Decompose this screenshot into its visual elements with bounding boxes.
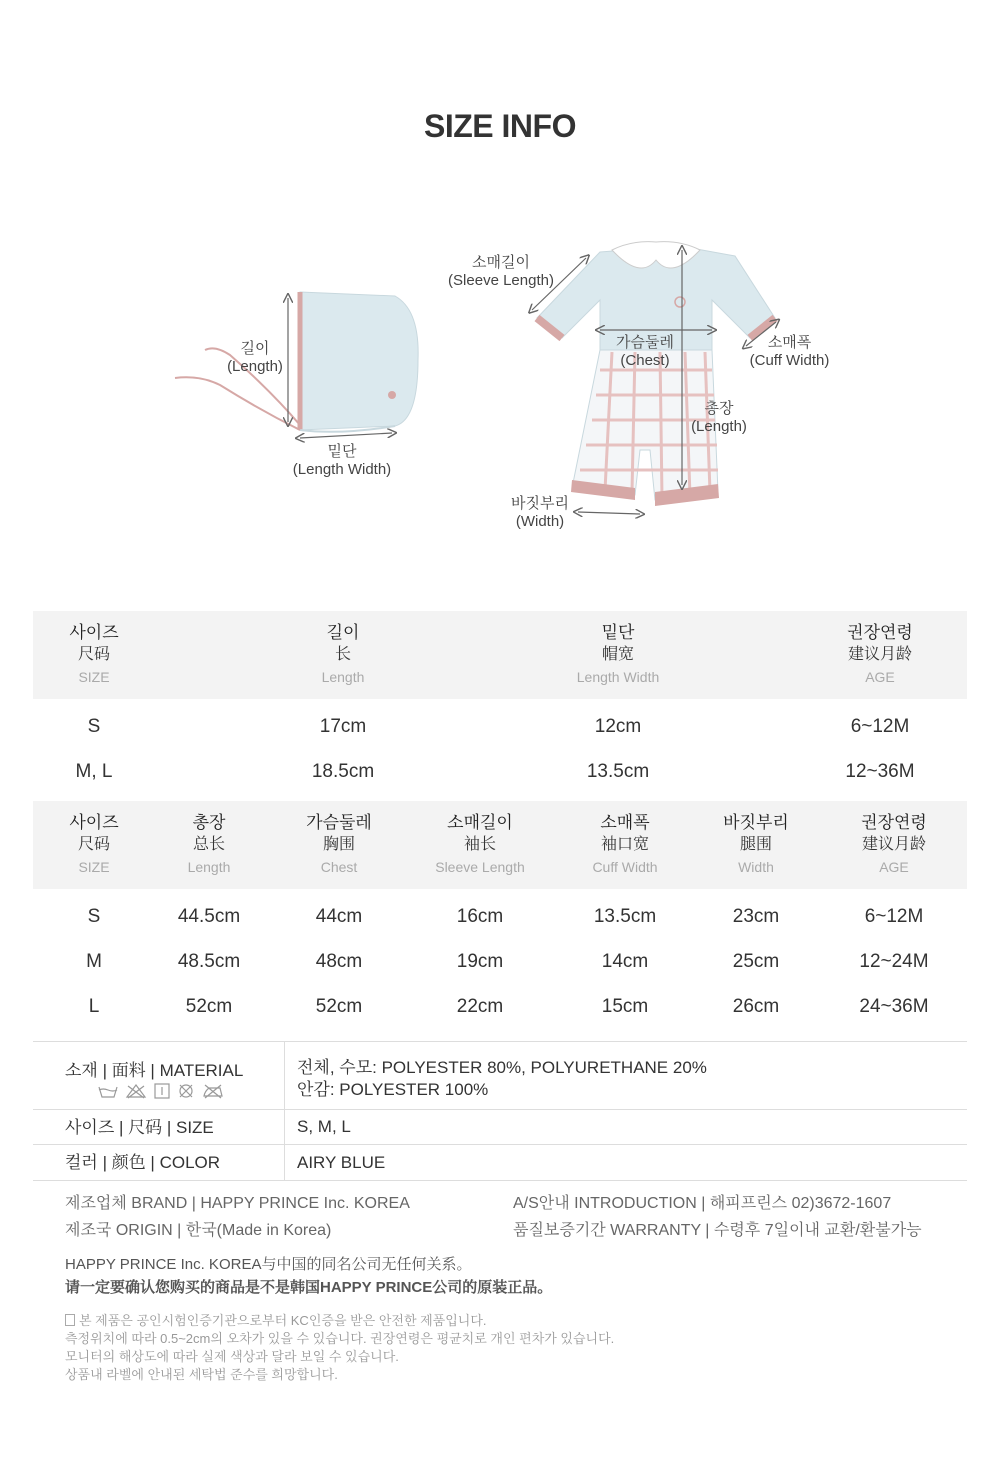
header-kr: 길이 [326,623,360,642]
header-en: Chest [320,859,358,875]
sleeve-cell: 16cm [456,905,504,927]
header-kr: 바짓부리 [723,813,789,832]
material-info-table [33,1041,967,1181]
authenticity-notice [65,1253,552,1299]
cuff-cell: 13.5cm [593,905,657,927]
cn-notice-1: HAPPY PRINCE Inc. KOREA与中国的同名公司无任何关系。 [65,1256,472,1273]
header-cn: 尺码 [77,646,110,663]
romper-table-header [33,801,967,889]
header-kr: 권장연령 [861,813,927,832]
note-line-4: 상품내 라벨에 안내된 세탁법 준수를 희망합니다. [65,1367,338,1382]
brand-line: 제조업체 BRAND | HAPPY PRINCE Inc. KOREA [65,1195,410,1212]
romper-header-pants [705,812,807,878]
material-row [33,1042,967,1110]
header-kr: 총장 [192,813,226,832]
hat-header-age [705,622,967,688]
romper-header-cuff [545,812,705,878]
header-en: Cuff Width [592,859,658,875]
material-label-cell [33,1042,285,1109]
chest-cell: 48cm [315,950,363,972]
header-kr: 사이즈 [69,813,119,832]
bonnet-drawing [175,292,418,438]
header-cn: 腿围 [739,836,772,853]
care-icons [65,1083,284,1099]
header-cn: 总长 [192,836,225,853]
color-value: AIRY BLUE [297,1152,386,1172]
material-label: 소재 | 面料 | MATERIAL [65,1061,244,1080]
romper-header-length [155,812,263,878]
pants-width-label [500,495,580,531]
color-label: 컬러 | 颜色 | COLOR [33,1145,285,1181]
length-cell: 17cm [319,715,367,737]
header-kr: 소매폭 [600,813,650,832]
page-title: SIZE INFO [424,108,576,144]
sleeve-cell: 19cm [456,950,504,972]
pants-width-kr: 바짓부리 [511,495,569,512]
header-cn: 帽宽 [601,646,634,663]
header-en: Length Width [576,669,660,685]
romper-header-chest [263,812,415,878]
cuff-width-label [742,334,837,370]
header-kr: 권장연령 [847,623,913,642]
length-cell: 18.5cm [311,760,375,782]
bonnet-width-en: (Length Width) [292,461,392,478]
chest-en: (Chest) [620,352,670,369]
cuff-width-en: (Cuff Width) [749,352,830,369]
bonnet-length-kr: 길이 [240,340,270,357]
origin-line: 제조국 ORIGIN | 한국(Made in Korea) [65,1222,332,1239]
header-kr: 사이즈 [69,623,119,642]
header-kr: 소매길이 [447,813,513,832]
length-cell: 52cm [185,995,233,1017]
service-info [513,1190,922,1244]
header-en: Length [321,669,365,685]
header-cn: 胸围 [322,836,355,853]
table-row [33,984,967,1029]
header-kr: 가슴둘레 [306,813,372,832]
no-dryclean-icon [177,1083,195,1099]
bonnet-width-kr: 밑단 [327,443,357,460]
hat-header-length [155,622,531,688]
table-row [33,749,967,794]
pants-width-en: (Width) [515,513,565,530]
hat-table-header [33,611,967,699]
header-cn: 长 [334,646,351,663]
hat-header-size [33,622,155,688]
header-cn: 袖长 [463,836,496,853]
size-cell: S [87,715,101,737]
cuff-cell: 15cm [601,995,649,1017]
width-cell: 13.5cm [586,760,650,782]
kc-mark-icon [65,1314,75,1326]
size-value: S, M, L [297,1117,351,1136]
size-label: 사이즈 | 尺码 | SIZE [33,1110,285,1145]
warranty-line: 품질보증기간 WARRANTY | 수령후 7일이내 교환/환불가능 [513,1222,922,1239]
tumble-dry-icon [153,1083,171,1099]
cuff-cell: 14cm [601,950,649,972]
bonnet-width-label [282,443,402,479]
sleeve-length-en: (Sleeve Length) [448,272,554,289]
size-cell: M [86,950,102,972]
material-line-1: 전체, 수모: POLYESTER 80%, POLYURETHANE 20% [297,1058,707,1077]
no-iron-icon [201,1083,225,1099]
romper-size-table [33,801,967,1029]
color-row [33,1145,967,1181]
chest-label [600,334,690,370]
age-cell: 6~12M [864,905,924,927]
material-value-cell [285,1042,707,1109]
romper-header-age [807,812,967,878]
size-cell: S [87,905,101,927]
pants-cell: 23cm [732,905,780,927]
pants-cell: 26cm [732,995,780,1017]
bonnet-length-label [215,340,295,376]
header-en: SIZE [78,859,110,875]
pants-cell: 25cm [732,950,780,972]
note-line-1 [65,1312,614,1330]
note-line-3: 모니터의 해상도에 따라 실제 색상과 달라 보일 수 있습니다. [65,1349,399,1364]
age-cell: 12~24M [859,950,929,972]
size-row [33,1110,967,1145]
total-length-kr: 총장 [704,400,734,417]
hat-size-table [33,611,967,794]
length-cell: 48.5cm [177,950,241,972]
chest-cell: 44cm [315,905,363,927]
chest-cell: 52cm [315,995,363,1017]
header-en: SIZE [78,669,110,685]
header-en: Length [187,859,231,875]
note-text-1: 본 제품은 공인시험인증기관으로부터 KC인증을 받은 안전한 제품입니다. [79,1313,487,1328]
manufacturer-info [65,1190,410,1244]
romper-drawing [532,242,776,514]
width-cell: 12cm [594,715,642,737]
cuff-width-kr: 소매폭 [767,334,812,351]
romper-header-sleeve [415,812,545,878]
note-line-2: 측정위치에 따라 0.5~2cm의 오차가 있을 수 있습니다. 권장연령은 평균치로 개인 편차가 있습니다. [65,1331,615,1346]
table-row [33,894,967,939]
header-en: AGE [865,669,895,685]
age-cell: 12~36M [845,760,915,782]
size-cell: M, L [75,760,113,782]
size-diagram [0,230,1000,550]
header-cn: 尺码 [77,836,110,853]
header-en: Sleeve Length [435,859,525,875]
length-cell: 44.5cm [177,905,241,927]
header-cn: 袖口宽 [600,836,649,853]
romper-header-size [33,812,155,878]
header-kr: 밑단 [601,623,635,642]
table-row [33,704,967,749]
header-en: AGE [879,859,909,875]
bonnet-length-en: (Length) [227,358,283,375]
size-cell: L [88,995,100,1017]
total-length-en: (Length) [691,418,747,435]
sleeve-length-kr: 소매길이 [472,254,530,271]
header-cn: 建议月龄 [861,836,926,853]
header-cn: 建议月龄 [847,646,912,663]
no-bleach-icon [125,1083,147,1099]
hat-header-width [531,622,705,688]
total-length-label [684,400,754,436]
header-en: Width [738,859,774,875]
chest-kr: 가슴둘레 [616,334,674,351]
sleeve-length-label [440,254,562,290]
sleeve-cell: 22cm [456,995,504,1017]
age-cell: 24~36M [859,995,929,1017]
wash-icon [97,1083,119,1099]
table-row [33,939,967,984]
disclaimer-notes [65,1312,614,1384]
material-line-2: 안감: POLYESTER 100% [297,1080,489,1099]
cn-notice-2: 请一定要确认您购买的商品是不是韩国HAPPY PRINCE公司的原装正品。 [65,1279,553,1296]
age-cell: 6~12M [850,715,910,737]
as-line: A/S안내 INTRODUCTION | 해피프린스 02)3672-1607 [513,1195,892,1212]
